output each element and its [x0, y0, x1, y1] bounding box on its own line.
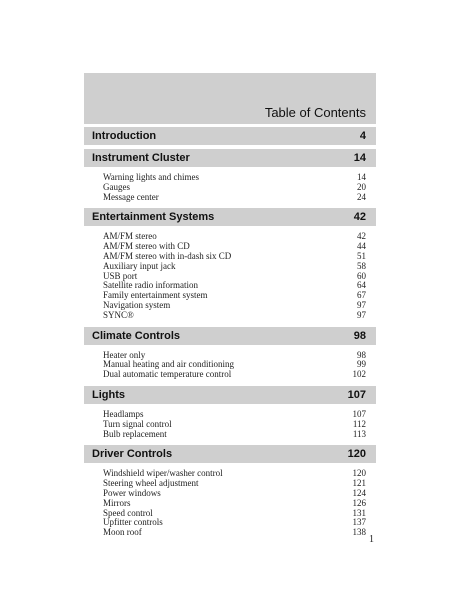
entry-page-number: 60	[357, 270, 366, 281]
section-title: Lights	[92, 388, 125, 401]
section-title: Introduction	[92, 130, 157, 142]
section-header[interactable]	[84, 386, 376, 404]
entry-label: AM/FM stereo with in-dash six CD	[103, 250, 232, 261]
entry-page-number: 126	[352, 497, 366, 508]
section-header[interactable]	[84, 127, 376, 145]
toc-entry[interactable]	[84, 193, 376, 203]
toc-section	[84, 445, 376, 544]
entry-label: Manual heating and air conditioning	[103, 359, 234, 370]
entry-page-number: 20	[357, 181, 366, 192]
entry-label: Turn signal control	[103, 418, 172, 429]
toc-section	[84, 149, 376, 208]
table-of-contents	[84, 127, 376, 544]
entry-label: Family entertainment system	[103, 290, 208, 301]
entry-list	[84, 463, 376, 544]
entry-page-number: 99	[357, 359, 366, 370]
entry-label: Power windows	[103, 487, 161, 498]
entry-label: AM/FM stereo	[103, 231, 157, 242]
section-title: Instrument Cluster	[92, 152, 190, 164]
entry-page-number: 51	[357, 250, 366, 261]
entry-list	[84, 226, 376, 326]
entry-page-number: 97	[357, 299, 366, 310]
page-number: 1	[369, 534, 374, 545]
entry-label: USB port	[103, 270, 138, 281]
entry-label: Moon roof	[103, 527, 142, 538]
entry-label: Message center	[103, 191, 159, 202]
toc-entry[interactable]	[84, 370, 376, 380]
title-banner	[84, 73, 376, 124]
section-page-number: 120	[347, 448, 366, 461]
toc-section	[84, 327, 376, 386]
entry-page-number: 42	[357, 231, 366, 242]
section-title: Driver Controls	[92, 448, 173, 461]
section-page-number: 107	[347, 388, 366, 401]
entry-page-number: 112	[352, 418, 366, 429]
entry-page-number: 131	[352, 507, 366, 518]
toc-entry[interactable]	[84, 430, 376, 440]
entry-label: AM/FM stereo with CD	[103, 241, 190, 252]
section-title: Entertainment Systems	[92, 211, 215, 224]
entry-label: Auxiliary input jack	[103, 260, 176, 271]
section-header[interactable]	[84, 149, 376, 167]
entry-page-number: 97	[357, 309, 366, 320]
toc-entry[interactable]	[84, 311, 376, 321]
entry-label: Gauges	[103, 181, 130, 192]
entry-label: Speed control	[103, 507, 153, 518]
section-title: Climate Controls	[92, 329, 181, 342]
entry-page-number: 98	[357, 349, 366, 360]
entry-page-number: 138	[352, 527, 366, 538]
section-page-number: 42	[353, 211, 366, 224]
page-title: Table of Contents	[264, 105, 366, 120]
entry-page-number: 124	[352, 487, 366, 498]
entry-page-number: 137	[352, 517, 366, 528]
entry-page-number: 121	[352, 478, 366, 489]
entry-label: Satellite radio information	[103, 280, 198, 291]
toc-section	[84, 208, 376, 326]
entry-page-number: 67	[357, 290, 366, 301]
section-header[interactable]	[84, 327, 376, 345]
entry-page-number: 120	[352, 468, 366, 479]
entry-page-number: 14	[357, 172, 366, 182]
section-header[interactable]	[84, 208, 376, 226]
entry-label: Upfitter controls	[103, 517, 163, 528]
entry-label: Navigation system	[103, 299, 171, 310]
entry-label: Mirrors	[103, 497, 131, 508]
entry-label: Dual automatic temperature control	[103, 369, 232, 380]
entry-label: Headlamps	[103, 408, 144, 419]
toc-section	[84, 386, 376, 445]
section-page-number: 4	[359, 130, 366, 142]
entry-label: Steering wheel adjustment	[103, 478, 199, 489]
entry-page-number: 107	[352, 408, 366, 419]
toc-entry[interactable]	[84, 528, 376, 538]
entry-list	[84, 167, 376, 208]
entry-label: Warning lights and chimes	[103, 172, 200, 182]
entry-list	[84, 345, 376, 386]
entry-page-number: 113	[352, 428, 366, 439]
section-header[interactable]	[84, 445, 376, 463]
entry-label: Windshield wiper/washer control	[103, 468, 223, 479]
entry-page-number: 64	[357, 280, 366, 291]
entry-label: Heater only	[103, 349, 146, 360]
entry-label: Bulb replacement	[103, 428, 167, 439]
entry-page-number: 102	[352, 369, 366, 380]
entry-page-number: 58	[357, 260, 366, 271]
toc-section	[84, 127, 376, 149]
section-page-number: 98	[353, 329, 366, 342]
entry-page-number: 24	[357, 191, 366, 202]
entry-list	[84, 404, 376, 445]
entry-label: SYNC®	[103, 309, 134, 320]
entry-page-number: 44	[357, 241, 366, 252]
section-page-number: 14	[353, 152, 366, 164]
